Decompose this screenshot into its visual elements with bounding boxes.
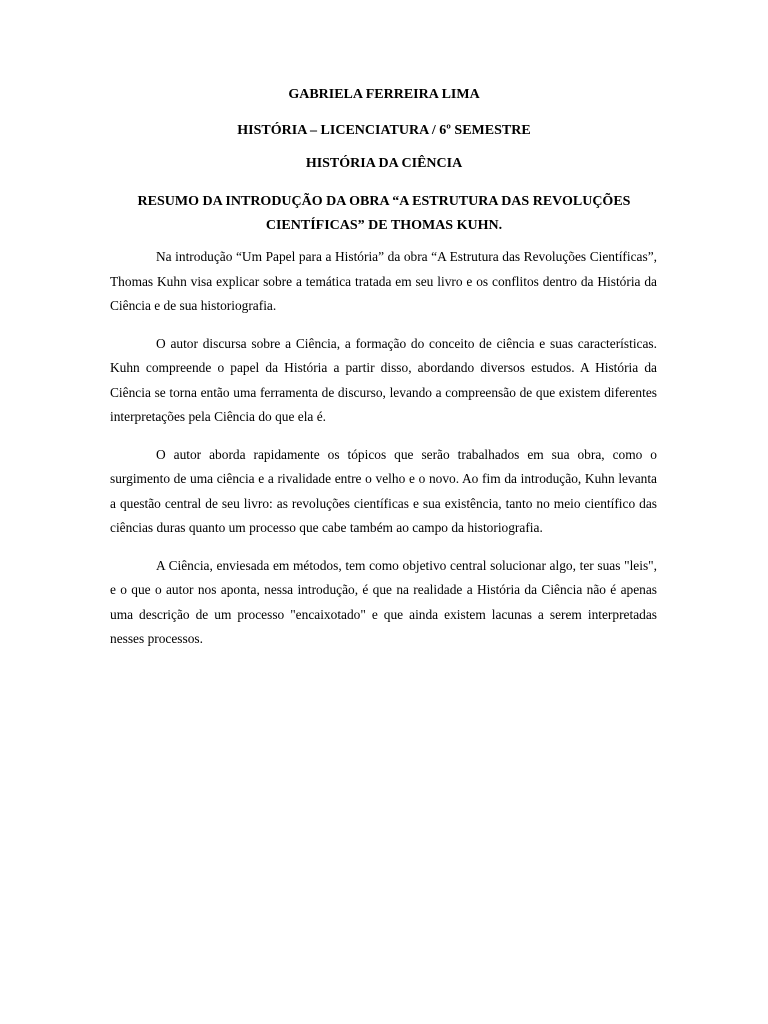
document-title: RESUMO DA INTRODUÇÃO DA OBRA “A ESTRUTURA DAS REVOLUÇÕES CIENTÍFICAS” DE THOMAS KUHN.: [137, 194, 631, 233]
author-name: GABRIELA FERREIRA LIMA: [288, 87, 480, 102]
document-body: [110, 245, 657, 665]
paragraph-4: A Ciência, enviesada em métodos, tem como objetivo central solucionar algo, ter suas "leis", e o que o autor nos aponta, nessa introdução, é que na realidade a História da Ciência não é apenas uma descrição de um processo "encaixotado" e que ainda existem lacunas a serem interpretadas nesses processos.: [110, 557, 657, 646]
paragraph-2: O autor discursa sobre a Ciência, a formação do conceito de ciência e suas características. Kuhn compreende o papel da História a partir disso, abordando diversos estudos. A História da Ciência se torna então uma ferramenta de discurso, levando a compreensão de que existem diferentes interpretações pela Ciência do que ela é.: [110, 335, 657, 424]
paragraph-1: Na introdução “Um Papel para a História” da obra “A Estrutura das Revoluções Científicas”, Thomas Kuhn visa explicar sobre a temática tratada em seu livro e os conflitos dentro da História da Ciência e de sua historiografia.: [110, 249, 657, 313]
paragraph-3: O autor aborda rapidamente os tópicos que serão trabalhados em sua obra, como o surgimento de uma ciência e a rivalidade entre o velho e o novo. Ao fim da introdução, Kuhn levanta a questão central de seu livro: as revoluções científicas e sua existência, tanto no meio científico das ciências duras quanto um processo que cabe também ao campo da historiografia.: [110, 446, 657, 535]
course-info: HISTÓRIA – LICENCIATURA / 6º SEMESTRE: [237, 123, 531, 138]
subject-title: HISTÓRIA DA CIÊNCIA: [305, 156, 463, 171]
